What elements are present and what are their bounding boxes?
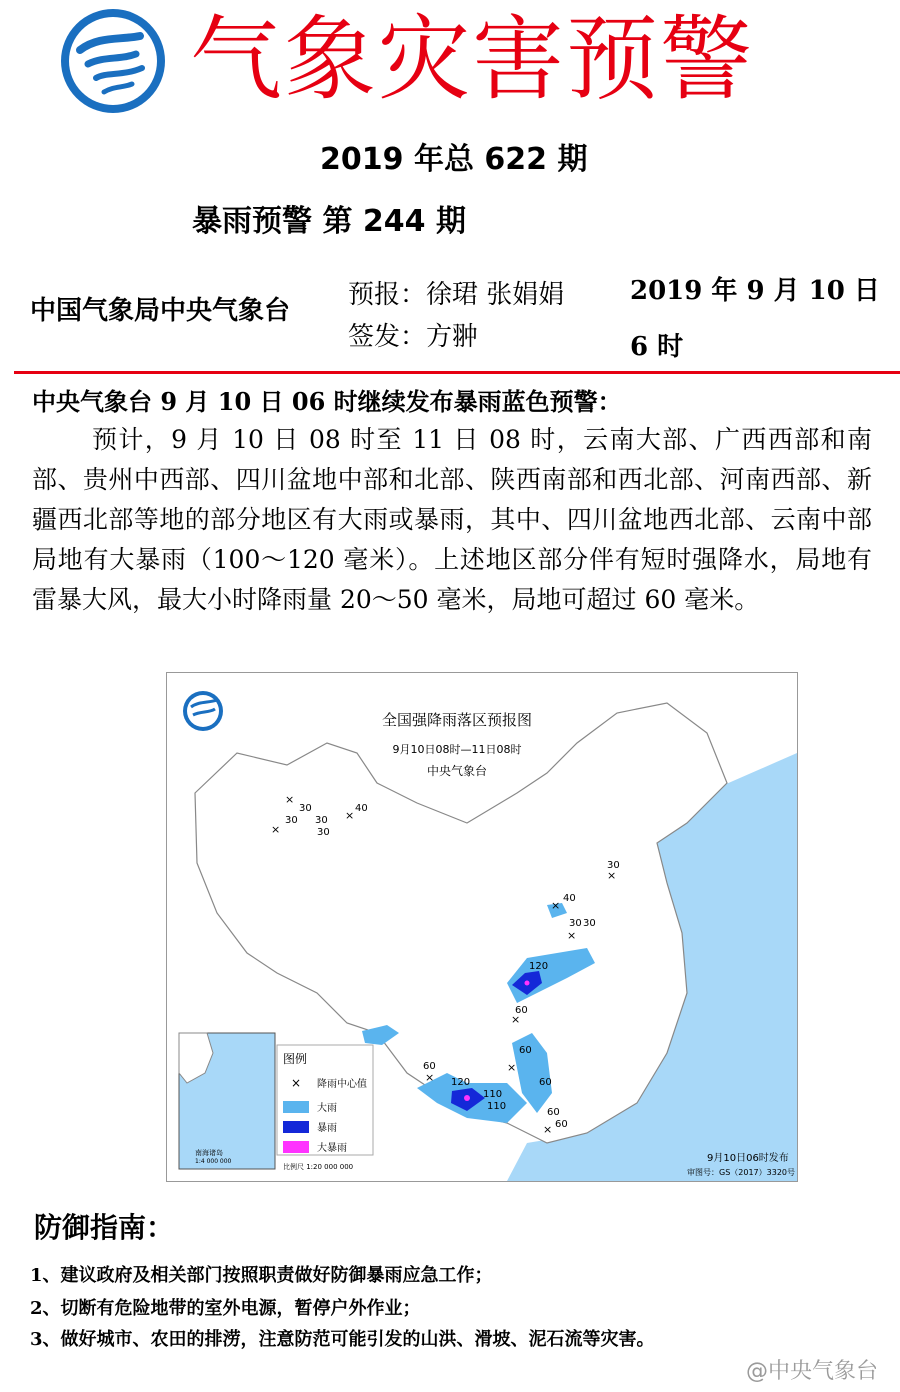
guide-item-3: 3、做好城市、农田的排涝，注意防范可能引发的山洪、滑坡、泥石流等灾害。	[30, 1329, 655, 1350]
issuing-agency: 中国气象局中央气象台	[30, 296, 291, 326]
rain-center-label: 30	[569, 918, 582, 929]
rain-center-label: 30	[315, 815, 328, 826]
rain-center-label: 30	[583, 918, 596, 929]
map-issuer: 中央气象台	[426, 764, 488, 778]
rain-center-label: 40	[355, 803, 368, 814]
rain-center-label: 40	[563, 893, 576, 904]
rain-center-mark: ×	[425, 1071, 435, 1084]
rain-center-mark: ×	[607, 869, 617, 882]
warning-issue-number: 暴雨预警 第 244 期	[192, 204, 466, 239]
legend-heavy-swatch	[283, 1101, 309, 1113]
inset-scale: 1:4 000 000	[195, 1158, 232, 1165]
legend-storm-label: 暴雨	[317, 1123, 337, 1134]
issue-date: 2019 年 9 月 10 日 6 时	[630, 276, 880, 362]
cma-logo	[58, 6, 168, 116]
rain-center-mark: ×	[345, 809, 355, 822]
rain-center-label: 60	[515, 1005, 528, 1016]
rain-center-mark: ×	[271, 823, 281, 836]
rain-center-label: 110	[483, 1089, 503, 1100]
inset-label: 南海诸岛	[195, 1149, 223, 1157]
rain-center-label: 120	[451, 1077, 471, 1088]
rain-center-label: 60	[555, 1119, 568, 1130]
warning-body: 预计，9 月 10 日 08 时至 11 日 08 时，云南大部、广西西部和南部、贵州中西部、四川盆地中部和北部、陕西南部和西北部、河南西部、新疆西北部等地的部分地区有大雨或暴雨，其中、四川盆地西北部、云南中部局地有大暴雨（100～120 毫米）。上述地区部分伴有短时强降水，局地有雷暴大风，最大小时降雨量 20～50 毫米，局地可超过 60 毫米。	[32, 425, 872, 614]
legend-center-label: 降雨中心值	[317, 1079, 367, 1090]
extreme-rain-area-sichuan	[525, 981, 530, 986]
map-title: 全国强降雨落区预报图	[381, 711, 533, 729]
extreme-rain-area-yunnan	[464, 1095, 470, 1101]
rain-center-mark: ×	[551, 899, 561, 912]
forecasters: 预报：徐珺 张娟娟	[348, 280, 565, 310]
document-title: 气象灾害预警	[190, 6, 755, 113]
rainfall-forecast-map	[166, 672, 798, 1182]
legend-title: 图例	[283, 1052, 308, 1066]
guide-item-2: 2、切断有危险地带的室外电源，暂停户外作业；	[30, 1298, 421, 1319]
map-period: 9月10日08时—11日08时	[392, 743, 522, 756]
signer: 签发：方翀	[348, 322, 479, 352]
rain-center-mark: ×	[511, 1013, 521, 1026]
rain-center-label: 60	[539, 1077, 552, 1088]
rain-center-mark: ×	[507, 1061, 517, 1074]
legend-center-mark: ×	[291, 1076, 302, 1090]
rain-center-label: 30	[285, 815, 298, 826]
guide-title: 防御指南：	[34, 1211, 175, 1244]
legend-heavy-label: 大雨	[317, 1103, 337, 1114]
rain-center-mark: ×	[285, 793, 295, 806]
guide-item-1: 1、建议政府及相关部门按照职责做好防御暴雨应急工作；	[30, 1265, 493, 1286]
rain-center-label: 60	[423, 1061, 436, 1072]
warning-lead: 中央气象台 9 月 10 日 06 时继续发布暴雨蓝色预警：	[32, 387, 622, 416]
map-publish-note: 9月10日06时发布	[707, 1153, 789, 1164]
legend-extreme-swatch	[283, 1141, 309, 1153]
issue-total-number: 2019 年总 622 期	[320, 142, 588, 177]
map-review-number: 审图号：GS（2017）3320号	[687, 1168, 795, 1177]
rain-center-label: 30	[317, 827, 330, 838]
rain-center-label: 110	[487, 1101, 507, 1112]
rain-center-label: 60	[547, 1107, 560, 1118]
rain-center-label: 60	[519, 1045, 532, 1056]
legend-extreme-label: 大暴雨	[317, 1143, 347, 1154]
legend-storm-swatch	[283, 1121, 309, 1133]
rain-center-label: 30	[299, 803, 312, 814]
rain-center-mark: ×	[543, 1123, 553, 1136]
rain-center-label: 120	[529, 961, 549, 972]
header-divider	[14, 371, 900, 374]
rain-center-mark: ×	[567, 929, 577, 942]
map-canvas	[167, 673, 797, 1181]
map-scale: 比例尺 1:20 000 000	[283, 1163, 354, 1171]
weibo-watermark: @中央气象台	[746, 1359, 879, 1384]
rain-center-label: 30	[607, 860, 620, 871]
